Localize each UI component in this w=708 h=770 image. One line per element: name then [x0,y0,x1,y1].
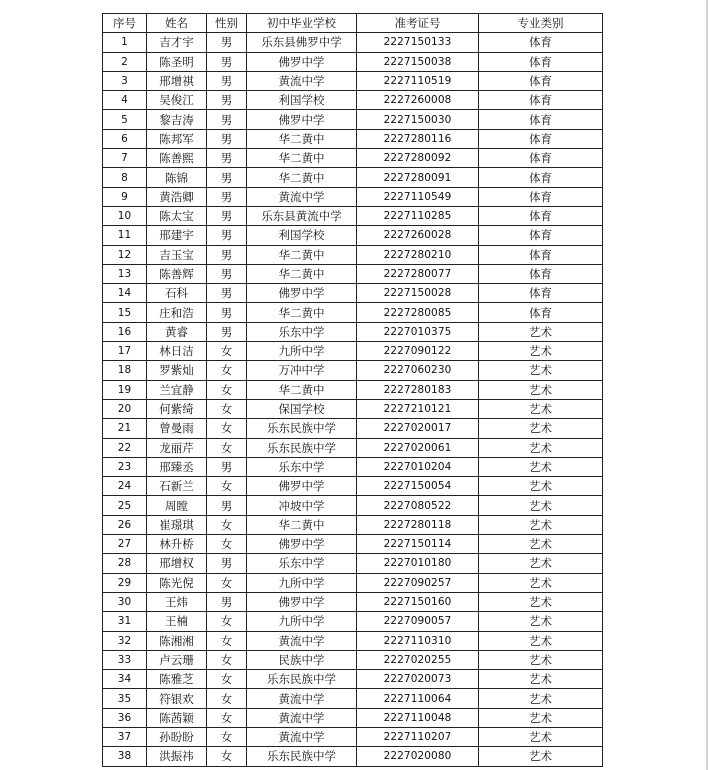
table-row [103,284,603,303]
cell-graduate-school: 黄流中学 [247,71,357,90]
cell-serial-number: 20 [103,399,147,418]
table-row [103,226,603,245]
cell-graduate-school: 乐东中学 [247,554,357,573]
table-row [103,554,603,573]
cell-exam-id: 2227280118 [357,515,479,534]
cell-gender: 男 [207,71,247,90]
cell-name: 陈太宝 [147,206,207,225]
cell-gender: 男 [207,110,247,129]
cell-gender: 女 [207,747,247,766]
table-header [103,14,603,33]
cell-major-category: 体育 [479,303,603,322]
cell-gender: 男 [207,129,247,148]
cell-serial-number: 32 [103,631,147,650]
cell-serial-number: 7 [103,149,147,168]
cell-gender: 男 [207,187,247,206]
cell-gender: 男 [207,206,247,225]
cell-gender: 女 [207,670,247,689]
cell-exam-id: 2227020073 [357,670,479,689]
cell-graduate-school: 利国学校 [247,91,357,110]
cell-gender: 男 [207,322,247,341]
cell-graduate-school: 乐东民族中学 [247,438,357,457]
cell-graduate-school: 九所中学 [247,612,357,631]
cell-name: 石新兰 [147,477,207,496]
cell-exam-id: 2227020255 [357,650,479,669]
cell-gender: 女 [207,708,247,727]
table-row [103,129,603,148]
cell-serial-number: 13 [103,264,147,283]
cell-serial-number: 11 [103,226,147,245]
cell-serial-number: 24 [103,477,147,496]
cell-major-category: 艺术 [479,438,603,457]
cell-gender: 女 [207,361,247,380]
cell-name: 陈锦 [147,168,207,187]
header-row [103,14,603,33]
cell-gender: 男 [207,226,247,245]
cell-major-category: 艺术 [479,592,603,611]
cell-exam-id: 2227020061 [357,438,479,457]
header-exam-id: 准考证号 [357,14,479,33]
cell-serial-number: 23 [103,457,147,476]
cell-exam-id: 2227110310 [357,631,479,650]
cell-serial-number: 8 [103,168,147,187]
cell-graduate-school: 黄流中学 [247,727,357,746]
cell-serial-number: 3 [103,71,147,90]
table-row [103,206,603,225]
cell-graduate-school: 乐东中学 [247,457,357,476]
table-row [103,457,603,476]
cell-exam-id: 2227010375 [357,322,479,341]
header-serial-number: 序号 [103,14,147,33]
cell-major-category: 艺术 [479,361,603,380]
cell-exam-id: 2227110549 [357,187,479,206]
cell-serial-number: 4 [103,91,147,110]
cell-major-category: 体育 [479,264,603,283]
cell-exam-id: 2227020017 [357,419,479,438]
cell-graduate-school: 佛罗中学 [247,535,357,554]
cell-gender: 男 [207,303,247,322]
cell-exam-id: 2227010204 [357,457,479,476]
table-row [103,592,603,611]
cell-name: 林日洁 [147,342,207,361]
cell-name: 庄和浩 [147,303,207,322]
cell-major-category: 艺术 [479,535,603,554]
cell-gender: 男 [207,457,247,476]
table-row [103,342,603,361]
cell-gender: 男 [207,91,247,110]
cell-serial-number: 22 [103,438,147,457]
cell-graduate-school: 乐东中学 [247,322,357,341]
cell-exam-id: 2227150054 [357,477,479,496]
table-row [103,303,603,322]
cell-major-category: 艺术 [479,515,603,534]
cell-exam-id: 2227280085 [357,303,479,322]
cell-graduate-school: 华二黄中 [247,515,357,534]
header-graduate-school: 初中毕业学校 [247,14,357,33]
cell-name: 黎吉涛 [147,110,207,129]
cell-name: 陈茜颖 [147,708,207,727]
table-row [103,438,603,457]
cell-serial-number: 19 [103,380,147,399]
cell-major-category: 艺术 [479,689,603,708]
cell-name: 邢臻丞 [147,457,207,476]
cell-exam-id: 2227280210 [357,245,479,264]
cell-gender: 女 [207,438,247,457]
cell-gender: 男 [207,264,247,283]
table-row [103,650,603,669]
cell-exam-id: 2227280092 [357,149,479,168]
table-row [103,747,603,766]
cell-name: 卢云珊 [147,650,207,669]
cell-graduate-school: 华二黄中 [247,380,357,399]
cell-serial-number: 27 [103,535,147,554]
table-row [103,708,603,727]
cell-serial-number: 29 [103,573,147,592]
cell-exam-id: 2227020080 [357,747,479,766]
cell-exam-id: 2227280077 [357,264,479,283]
table-row [103,612,603,631]
cell-graduate-school: 乐东民族中学 [247,670,357,689]
table-row [103,264,603,283]
cell-name: 陈雅芝 [147,670,207,689]
cell-name: 石科 [147,284,207,303]
cell-serial-number: 6 [103,129,147,148]
cell-serial-number: 37 [103,727,147,746]
cell-serial-number: 34 [103,670,147,689]
table-row [103,631,603,650]
header-name: 姓名 [147,14,207,33]
cell-exam-id: 2227150114 [357,535,479,554]
cell-name: 王楠 [147,612,207,631]
cell-serial-number: 1 [103,33,147,52]
table-row [103,322,603,341]
table-row [103,380,603,399]
cell-gender: 男 [207,592,247,611]
cell-graduate-school: 佛罗中学 [247,477,357,496]
cell-graduate-school: 保国学校 [247,399,357,418]
table-body [103,33,603,766]
cell-graduate-school: 华二黄中 [247,168,357,187]
cell-graduate-school: 万冲中学 [247,361,357,380]
cell-major-category: 艺术 [479,727,603,746]
cell-exam-id: 2227260028 [357,226,479,245]
cell-name: 黄睿 [147,322,207,341]
cell-major-category: 体育 [479,91,603,110]
cell-graduate-school: 乐东民族中学 [247,747,357,766]
table-row [103,91,603,110]
cell-serial-number: 30 [103,592,147,611]
cell-serial-number: 12 [103,245,147,264]
cell-exam-id: 2227150160 [357,592,479,611]
cell-gender: 男 [207,284,247,303]
cell-graduate-school: 民族中学 [247,650,357,669]
table-row [103,496,603,515]
cell-exam-id: 2227280183 [357,380,479,399]
cell-gender: 男 [207,33,247,52]
cell-major-category: 体育 [479,245,603,264]
cell-name: 陈善熙 [147,149,207,168]
cell-major-category: 艺术 [479,399,603,418]
cell-gender: 女 [207,535,247,554]
cell-major-category: 艺术 [479,496,603,515]
cell-exam-id: 2227150038 [357,52,479,71]
table-row [103,573,603,592]
cell-name: 陈善辉 [147,264,207,283]
cell-name: 王炜 [147,592,207,611]
cell-name: 罗紫灿 [147,361,207,380]
cell-major-category: 艺术 [479,631,603,650]
cell-major-category: 艺术 [479,670,603,689]
cell-major-category: 艺术 [479,573,603,592]
cell-serial-number: 15 [103,303,147,322]
cell-graduate-school: 佛罗中学 [247,592,357,611]
table-row [103,670,603,689]
cell-graduate-school: 华二黄中 [247,129,357,148]
cell-gender: 女 [207,515,247,534]
cell-graduate-school: 乐东县佛罗中学 [247,33,357,52]
cell-gender: 男 [207,168,247,187]
cell-gender: 女 [207,477,247,496]
cell-graduate-school: 佛罗中学 [247,52,357,71]
cell-serial-number: 17 [103,342,147,361]
table-row [103,245,603,264]
cell-name: 吉才宇 [147,33,207,52]
cell-graduate-school: 冲坡中学 [247,496,357,515]
cell-major-category: 体育 [479,168,603,187]
cell-serial-number: 25 [103,496,147,515]
cell-gender: 男 [207,245,247,264]
cell-serial-number: 2 [103,52,147,71]
cell-name: 兰宜静 [147,380,207,399]
cell-major-category: 艺术 [479,650,603,669]
cell-gender: 男 [207,52,247,71]
cell-exam-id: 2227060230 [357,361,479,380]
cell-gender: 女 [207,612,247,631]
cell-major-category: 艺术 [479,322,603,341]
cell-gender: 男 [207,496,247,515]
cell-serial-number: 26 [103,515,147,534]
cell-name: 陈邦军 [147,129,207,148]
cell-exam-id: 2227210121 [357,399,479,418]
cell-gender: 女 [207,727,247,746]
cell-major-category: 体育 [479,71,603,90]
cell-name: 崔璟琪 [147,515,207,534]
cell-graduate-school: 乐东民族中学 [247,419,357,438]
table-row [103,399,603,418]
cell-name: 符银欢 [147,689,207,708]
table-row [103,419,603,438]
cell-gender: 女 [207,399,247,418]
cell-name: 林升桥 [147,535,207,554]
cell-major-category: 体育 [479,284,603,303]
cell-exam-id: 2227110519 [357,71,479,90]
cell-major-category: 艺术 [479,708,603,727]
cell-gender: 女 [207,631,247,650]
cell-graduate-school: 利国学校 [247,226,357,245]
cell-major-category: 体育 [479,129,603,148]
table-row [103,168,603,187]
cell-name: 吉玉宝 [147,245,207,264]
cell-major-category: 艺术 [479,612,603,631]
cell-exam-id: 2227090057 [357,612,479,631]
cell-major-category: 艺术 [479,419,603,438]
table-row [103,361,603,380]
table-row [103,727,603,746]
cell-name: 黄浩卿 [147,187,207,206]
cell-major-category: 体育 [479,52,603,71]
table-row [103,515,603,534]
table-row [103,477,603,496]
header-gender: 性别 [207,14,247,33]
table-row [103,689,603,708]
cell-serial-number: 18 [103,361,147,380]
table-row [103,110,603,129]
cell-graduate-school: 黄流中学 [247,689,357,708]
cell-exam-id: 2227110048 [357,708,479,727]
cell-graduate-school: 黄流中学 [247,631,357,650]
cell-exam-id: 2227010180 [357,554,479,573]
cell-name: 孙盼盼 [147,727,207,746]
cell-gender: 女 [207,419,247,438]
cell-gender: 女 [207,342,247,361]
cell-serial-number: 16 [103,322,147,341]
cell-major-category: 艺术 [479,380,603,399]
cell-gender: 女 [207,380,247,399]
cell-major-category: 体育 [479,206,603,225]
cell-graduate-school: 九所中学 [247,573,357,592]
cell-graduate-school: 黄流中学 [247,708,357,727]
cell-name: 邢增权 [147,554,207,573]
cell-name: 邢增祺 [147,71,207,90]
cell-exam-id: 2227090257 [357,573,479,592]
cell-major-category: 体育 [479,226,603,245]
cell-name: 陈圣明 [147,52,207,71]
table-container [102,13,602,767]
cell-serial-number: 31 [103,612,147,631]
cell-name: 洪振祎 [147,747,207,766]
cell-name: 吴俊江 [147,91,207,110]
cell-graduate-school: 九所中学 [247,342,357,361]
cell-major-category: 体育 [479,187,603,206]
cell-gender: 女 [207,573,247,592]
cell-major-category: 艺术 [479,747,603,766]
cell-graduate-school: 乐东县黄流中学 [247,206,357,225]
cell-graduate-school: 黄流中学 [247,187,357,206]
cell-graduate-school: 华二黄中 [247,149,357,168]
table-row [103,71,603,90]
cell-major-category: 艺术 [479,554,603,573]
cell-serial-number: 9 [103,187,147,206]
cell-exam-id: 2227110285 [357,206,479,225]
cell-major-category: 体育 [479,33,603,52]
cell-serial-number: 33 [103,650,147,669]
cell-major-category: 体育 [479,110,603,129]
cell-major-category: 艺术 [479,457,603,476]
table-row [103,535,603,554]
cell-name: 陈光倪 [147,573,207,592]
cell-serial-number: 35 [103,689,147,708]
cell-gender: 男 [207,554,247,573]
cell-exam-id: 2227110064 [357,689,479,708]
cell-exam-id: 2227110207 [357,727,479,746]
cell-exam-id: 2227280116 [357,129,479,148]
cell-name: 陈湘湘 [147,631,207,650]
cell-exam-id: 2227090122 [357,342,479,361]
cell-name: 周瞠 [147,496,207,515]
cell-name: 邢建宇 [147,226,207,245]
cell-gender: 女 [207,689,247,708]
cell-serial-number: 36 [103,708,147,727]
cell-major-category: 体育 [479,149,603,168]
cell-major-category: 艺术 [479,477,603,496]
cell-graduate-school: 佛罗中学 [247,110,357,129]
cell-serial-number: 38 [103,747,147,766]
table-row [103,33,603,52]
cell-graduate-school: 华二黄中 [247,264,357,283]
cell-serial-number: 21 [103,419,147,438]
cell-exam-id: 2227150133 [357,33,479,52]
cell-graduate-school: 佛罗中学 [247,284,357,303]
header-major-category: 专业类别 [479,14,603,33]
cell-serial-number: 28 [103,554,147,573]
admission-roster-table [102,13,603,767]
cell-serial-number: 5 [103,110,147,129]
cell-exam-id: 2227150030 [357,110,479,129]
cell-serial-number: 10 [103,206,147,225]
cell-graduate-school: 华二黄中 [247,303,357,322]
cell-graduate-school: 华二黄中 [247,245,357,264]
cell-exam-id: 2227280091 [357,168,479,187]
cell-exam-id: 2227260008 [357,91,479,110]
cell-exam-id: 2227150028 [357,284,479,303]
cell-gender: 女 [207,650,247,669]
cell-major-category: 艺术 [479,342,603,361]
cell-name: 何紫绮 [147,399,207,418]
cell-exam-id: 2227080522 [357,496,479,515]
cell-gender: 男 [207,149,247,168]
table-row [103,187,603,206]
cell-serial-number: 14 [103,284,147,303]
table-row [103,149,603,168]
table-row [103,52,603,71]
cell-name: 龙丽芹 [147,438,207,457]
cell-name: 曾曼雨 [147,419,207,438]
